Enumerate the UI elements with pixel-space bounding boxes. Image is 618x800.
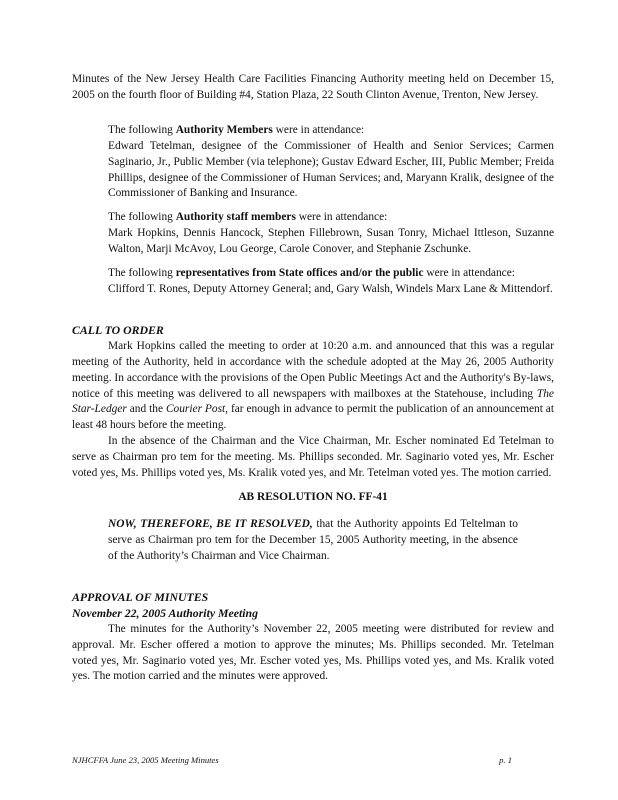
public-names: Clifford T. Rones, Deputy Attorney General; and, Gary Walsh, Windels Marx Lane & Mittendorf. <box>108 282 553 295</box>
members-lead-bold: Authority Members <box>175 123 273 136</box>
resolution-text: NOW, THEREFORE, BE IT RESOLVED, that the Authority appoints Ed Teltelman to serve as Chairman pro tem for the December 15, 2005 Authority meeting, in the absence of the Authority’s Chairman and Vice Chairman. <box>108 518 519 563</box>
approval-of-minutes-section <box>72 590 554 685</box>
page-number: p. 1 <box>499 755 512 765</box>
call-to-order-paragraph-1: Mark Hopkins called the meeting to order at 10:20 a.m. and announced that this was a regular meeting of the Authority, held in accordance with the schedule adopted at the May 26, 2005 Authority meeting. In accordance with the provisions of the Open Public Meetings Act and the Authority's By-laws, notice of this meeting was delivered to all newspapers with mailboxes at the Statehouse, including The Star-Ledger and the Courier Post, far enough in advance to permit the publication of an announcement at least 48 hours before the meeting. <box>72 339 554 432</box>
staff-names: Mark Hopkins, Dennis Hancock, Stephen Fillebrown, Susan Tonry, Michael Ittleson, Suzanne Walton, Marji McAvoy, Lou George, Carole Conover, and Stephanie Zschunke. <box>108 227 554 256</box>
staff-block <box>108 210 554 258</box>
resolution-section <box>72 490 554 565</box>
members-names: Edward Tetelman, designee of the Commissioner of Health and Senior Services; Carmen Saginario, Jr., Public Member (via telephone); Gustav Edward Escher, III, Public Member; Freida Phillips, designee of the Commissioner of Human Services; and, Maryann Kralik, designee of the Commissioner of Banking and Insurance. <box>108 139 554 200</box>
intro-paragraph: Minutes of the New Jersey Health Care Facilities Financing Authority meeting held on December 15, 2005 on the fourth floor of Building #4, Station Plaza, 22 South Clinton Avenue, Trenton, New Jersey. <box>72 73 554 101</box>
members-block <box>108 123 554 203</box>
call-to-order-section <box>72 323 554 482</box>
public-lead: The following representatives from State offices and/or the public were in attendance: <box>108 267 515 280</box>
staff-lead: The following Authority staff members were in attendance: <box>108 211 388 224</box>
approval-of-minutes-heading: APPROVAL OF MINUTES <box>72 589 209 604</box>
document-page <box>72 72 554 685</box>
call-to-order-heading: CALL TO ORDER <box>72 322 164 337</box>
approval-of-minutes-subheading: November 22, 2005 Authority Meeting <box>72 605 259 620</box>
approval-of-minutes-paragraph: The minutes for the Authority’s November 22, 2005 meeting were distributed for review and approval. Mr. Escher offered a motion to approve the minutes; Ms. Phillips seconded. Mr. Tetelman voted yes, Mr. Saginario voted yes, Mr. Escher voted yes, Ms. Phillips voted yes, and Ms. Kralik voted yes. The motion carried and the minutes were approved. <box>72 622 554 683</box>
newspaper-courier-post: Courier Post, <box>165 403 229 416</box>
public-block <box>108 266 554 298</box>
call-to-order-paragraph-2: In the absence of the Chairman and the Vice Chairman, Mr. Escher nominated Ed Tetelman to serve as Chairman pro tem for the meeting. Ms. Phillips seconded. Mr. Saginario voted yes, Mr. Escher voted yes, Ms. Phillips voted yes, Ms. Kralik voted yes, and Mr. Tetelman voted yes. The motion carried. <box>72 435 554 480</box>
resolution-lead: NOW, THEREFORE, BE IT RESOLVED, <box>108 518 313 531</box>
newspaper-star-ledger: The Star-Ledger <box>72 387 554 416</box>
resolution-title: AB RESOLUTION NO. FF-41 <box>238 490 388 503</box>
staff-lead-bold: Authority staff members <box>175 211 296 224</box>
page-footer <box>72 755 512 765</box>
public-lead-bold: representatives from State offices and/or the public <box>175 267 424 280</box>
footer-title: NJHCFFA June 23, 2005 Meeting Minutes <box>72 755 219 765</box>
members-lead: The following Authority Members were in attendance: <box>108 123 365 136</box>
